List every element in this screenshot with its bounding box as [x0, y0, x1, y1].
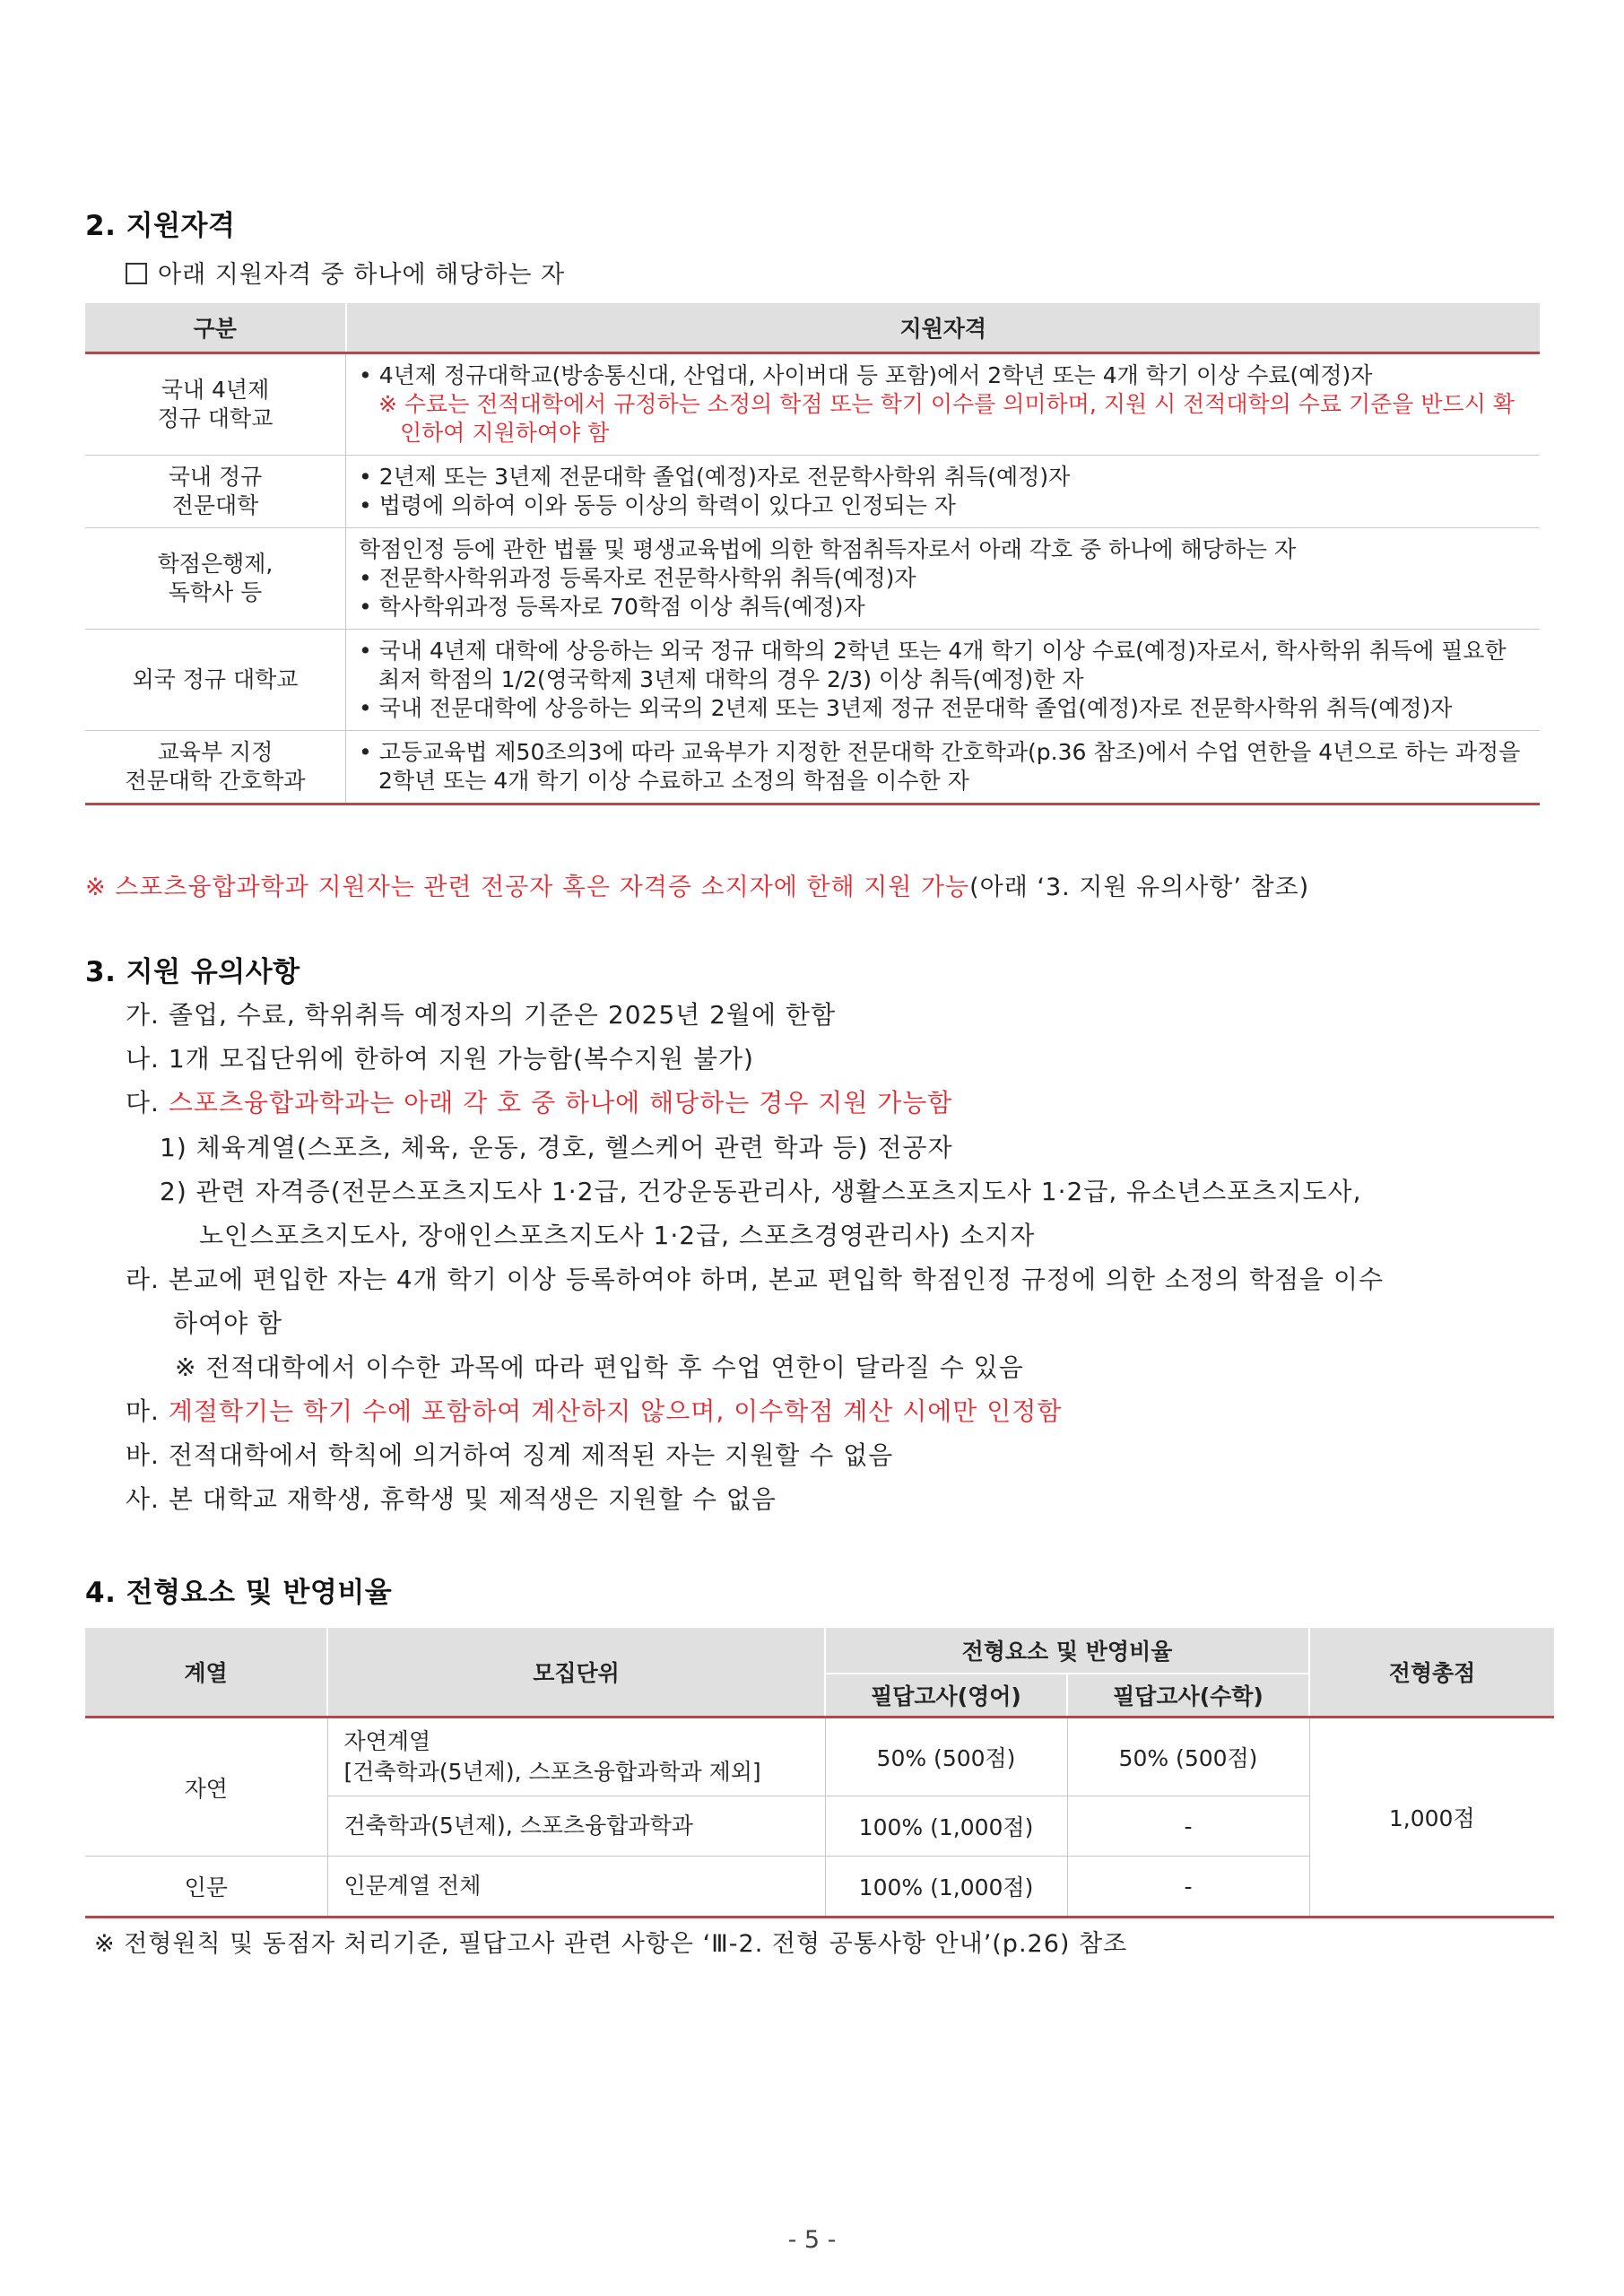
item-da-red: 스포츠융합과학과는 아래 각 호 중 하나에 해당하는 경우 지원 가능함 [168, 1088, 953, 1118]
section-3-title: 3. 지원 유의사항 [85, 956, 300, 988]
item-da-2: 2) 관련 자격증(전문스포츠지도사 1·2급, 건강운동관리사, 생활스포츠지도사 1·2급, 유소년스포츠지도사, [160, 1177, 1362, 1206]
table-row [85, 731, 1540, 804]
header-eligibility: 지원자격 [346, 303, 1541, 353]
item-ra-note: ※ 전적대학에서 이수한 과목에 따라 편입학 후 수업 연한이 달라질 수 있음 [175, 1352, 1024, 1382]
unit-cell: 건축학과(5년제), 스포츠융합과학과 [327, 1796, 825, 1857]
header-english-exam: 필답고사(영어) [825, 1674, 1067, 1718]
category-label: 학점은행제, [157, 551, 274, 577]
category-label: 외국 정규 대학교 [132, 666, 299, 692]
item-ma [126, 1392, 1062, 1428]
eligibility-table [85, 303, 1540, 805]
section-4-note: ※ 전형원칙 및 동점자 처리기준, 필답고사 관련 사항은 ‘Ⅲ-2. 전형 공통사항 안내’(p.26) 참조 [94, 1930, 1128, 1958]
eligibility-cell [346, 456, 1541, 528]
eligibility-cell [346, 353, 1541, 456]
eligibility-cell [346, 630, 1541, 731]
eligibility-line: 학점인정 등에 관한 법률 및 평생교육법에 의한 학점취득자로서 아래 각호 중 하나에 해당하는 자 [359, 536, 1297, 562]
category-label: 국내 정규 [168, 464, 263, 490]
note-rest: (아래 ‘3. 지원 유의사항’ 참조) [969, 874, 1310, 901]
item-ba: 바. 전적대학에서 학칙에 의거하여 징계 제적된 자는 지원할 수 없음 [126, 1440, 894, 1470]
eligibility-line: • 국내 전문대학에 상응하는 외국의 2년제 또는 3년제 정규 전문대학 졸업(예정)자로 전문학사학위 취득(예정)자 [359, 694, 1527, 723]
eligibility-line: • 학사학위과정 등록자로 70학점 이상 취득(예정)자 [359, 593, 1527, 622]
table-row [85, 1718, 1554, 1796]
unit-cell: 인문계열 전체 [327, 1857, 825, 1918]
eligibility-cell [346, 528, 1541, 630]
category-cell [85, 353, 346, 456]
table-header-row [85, 1628, 1554, 1674]
section-2-title: 2. 지원자격 [85, 210, 236, 242]
math-ratio: - [1067, 1796, 1309, 1857]
section-2-lead [126, 255, 565, 290]
note-red: ※ 스포츠융합과학과 지원자는 관련 전공자 혹은 자격증 소지자에 한해 지원 가능 [85, 874, 970, 901]
math-ratio: - [1067, 1857, 1309, 1918]
field-jayeon: 자연 [85, 1718, 327, 1857]
header-total: 전형총점 [1309, 1628, 1554, 1718]
category-cell [85, 528, 346, 630]
eligibility-line: • 전문학사학위과정 등록자로 전문학사학위 취득(예정)자 [359, 564, 1527, 593]
header-elements: 전형요소 및 반영비율 [825, 1628, 1309, 1674]
unit-exclusion: [건축학과(5년제), 스포츠융합과학과 제외] [343, 1759, 761, 1785]
category-cell [85, 630, 346, 731]
header-unit: 모집단위 [327, 1628, 825, 1718]
section-2-note [85, 867, 1309, 902]
category-cell [85, 456, 346, 528]
category-label: 교육부 지정 [157, 739, 274, 765]
eligibility-line: • 법령에 의하여 이와 동등 이상의 학력이 있다고 인정되는 자 [359, 491, 1527, 520]
eligibility-cell [346, 731, 1541, 804]
category-label: 전문대학 [171, 492, 259, 518]
item-sa: 사. 본 대학교 재학생, 휴학생 및 제적생은 지원할 수 없음 [126, 1484, 777, 1514]
eligibility-line: • 4년제 정규대학교(방송통신대, 산업대, 사이버대 등 포함)에서 2학년 또는 4개 학기 이상 수료(예정)자 [359, 361, 1527, 390]
item-da-1: 1) 체육계열(스포츠, 체육, 운동, 경호, 헬스케어 관련 학과 등) 전공자 [160, 1133, 953, 1162]
english-ratio: 50% (500점) [825, 1718, 1067, 1796]
item-da-prefix: 다. [126, 1088, 169, 1118]
selection-ratio-table [85, 1628, 1554, 1918]
item-ra: 라. 본교에 편입한 자는 4개 학기 이상 등록하여야 하며, 본교 편입학 학점인정 규정에 의한 소정의 학점을 이수 [126, 1265, 1385, 1294]
english-ratio: 100% (1,000점) [825, 1857, 1067, 1918]
unit-cell [327, 1718, 825, 1796]
item-ma-red: 계절학기는 학기 수에 포함하여 계산하지 않으며, 이수학점 계산 시에만 인정함 [168, 1396, 1063, 1426]
field-inmun: 인문 [85, 1857, 327, 1918]
item-da-2-cont: 노인스포츠지도사, 장애인스포츠지도사 1·2급, 스포츠경영관리사) 소지자 [199, 1221, 1036, 1250]
total-score: 1,000점 [1309, 1718, 1554, 1918]
eligibility-line: ※ 수료는 전적대학에서 규정하는 소정의 학점 또는 학기 이수를 의미하며, 지원 시 전적대학의 수료 기준을 반드시 확인하여 지원하여야 함 [378, 391, 1515, 446]
header-field: 계열 [85, 1628, 327, 1718]
category-label: 정규 대학교 [157, 405, 274, 431]
header-category: 구분 [85, 303, 346, 353]
lead-text: 아래 지원자격 중 하나에 해당하는 자 [158, 261, 566, 289]
category-cell [85, 731, 346, 804]
section-4-title: 4. 전형요소 및 반영비율 [85, 1577, 393, 1609]
item-ra-cont: 하여야 함 [173, 1309, 283, 1338]
table-row [85, 353, 1540, 456]
category-label: 전문대학 간호학과 [125, 768, 306, 794]
table-row [85, 630, 1540, 731]
header-math-exam: 필답고사(수학) [1067, 1674, 1309, 1718]
item-ma-prefix: 마. [126, 1396, 169, 1426]
category-label: 독학사 등 [168, 579, 263, 605]
eligibility-line: • 2년제 또는 3년제 전문대학 졸업(예정)자로 전문학사학위 취득(예정)자 [359, 463, 1527, 491]
item-da [126, 1083, 952, 1119]
unit-name: 자연계열 [343, 1728, 431, 1754]
table-header-row [85, 303, 1540, 353]
page-number: - 5 - [787, 2226, 837, 2254]
eligibility-line: • 고등교육법 제50조의3에 따라 교육부가 지정한 전문대학 간호학과(p.36 참조)에서 수업 연한을 4년으로 하는 과정을 2학년 또는 4개 학기 이상 수료하고 소정의 학점을 이수한 자 [359, 738, 1527, 796]
table-row [85, 456, 1540, 528]
eligibility-line: • 국내 4년제 대학에 상응하는 외국 정규 대학의 2학년 또는 4개 학기 이상 수료(예정)자로서, 학사학위 취득에 필요한 최저 학점의 1/2(영국학제 3년제 대학의 경우 2/3) 이상 취득(예정)한 자 [359, 637, 1527, 694]
item-ga: 가. 졸업, 수료, 학위취득 예정자의 기준은 2025년 2월에 한함 [126, 1000, 836, 1030]
checkbox-icon [126, 263, 147, 284]
category-label: 국내 4년제 [161, 377, 270, 403]
item-na: 나. 1개 모집단위에 한하여 지원 가능함(복수지원 불가) [126, 1044, 754, 1074]
english-ratio: 100% (1,000점) [825, 1796, 1067, 1857]
math-ratio: 50% (500점) [1067, 1718, 1309, 1796]
table-row [85, 528, 1540, 630]
